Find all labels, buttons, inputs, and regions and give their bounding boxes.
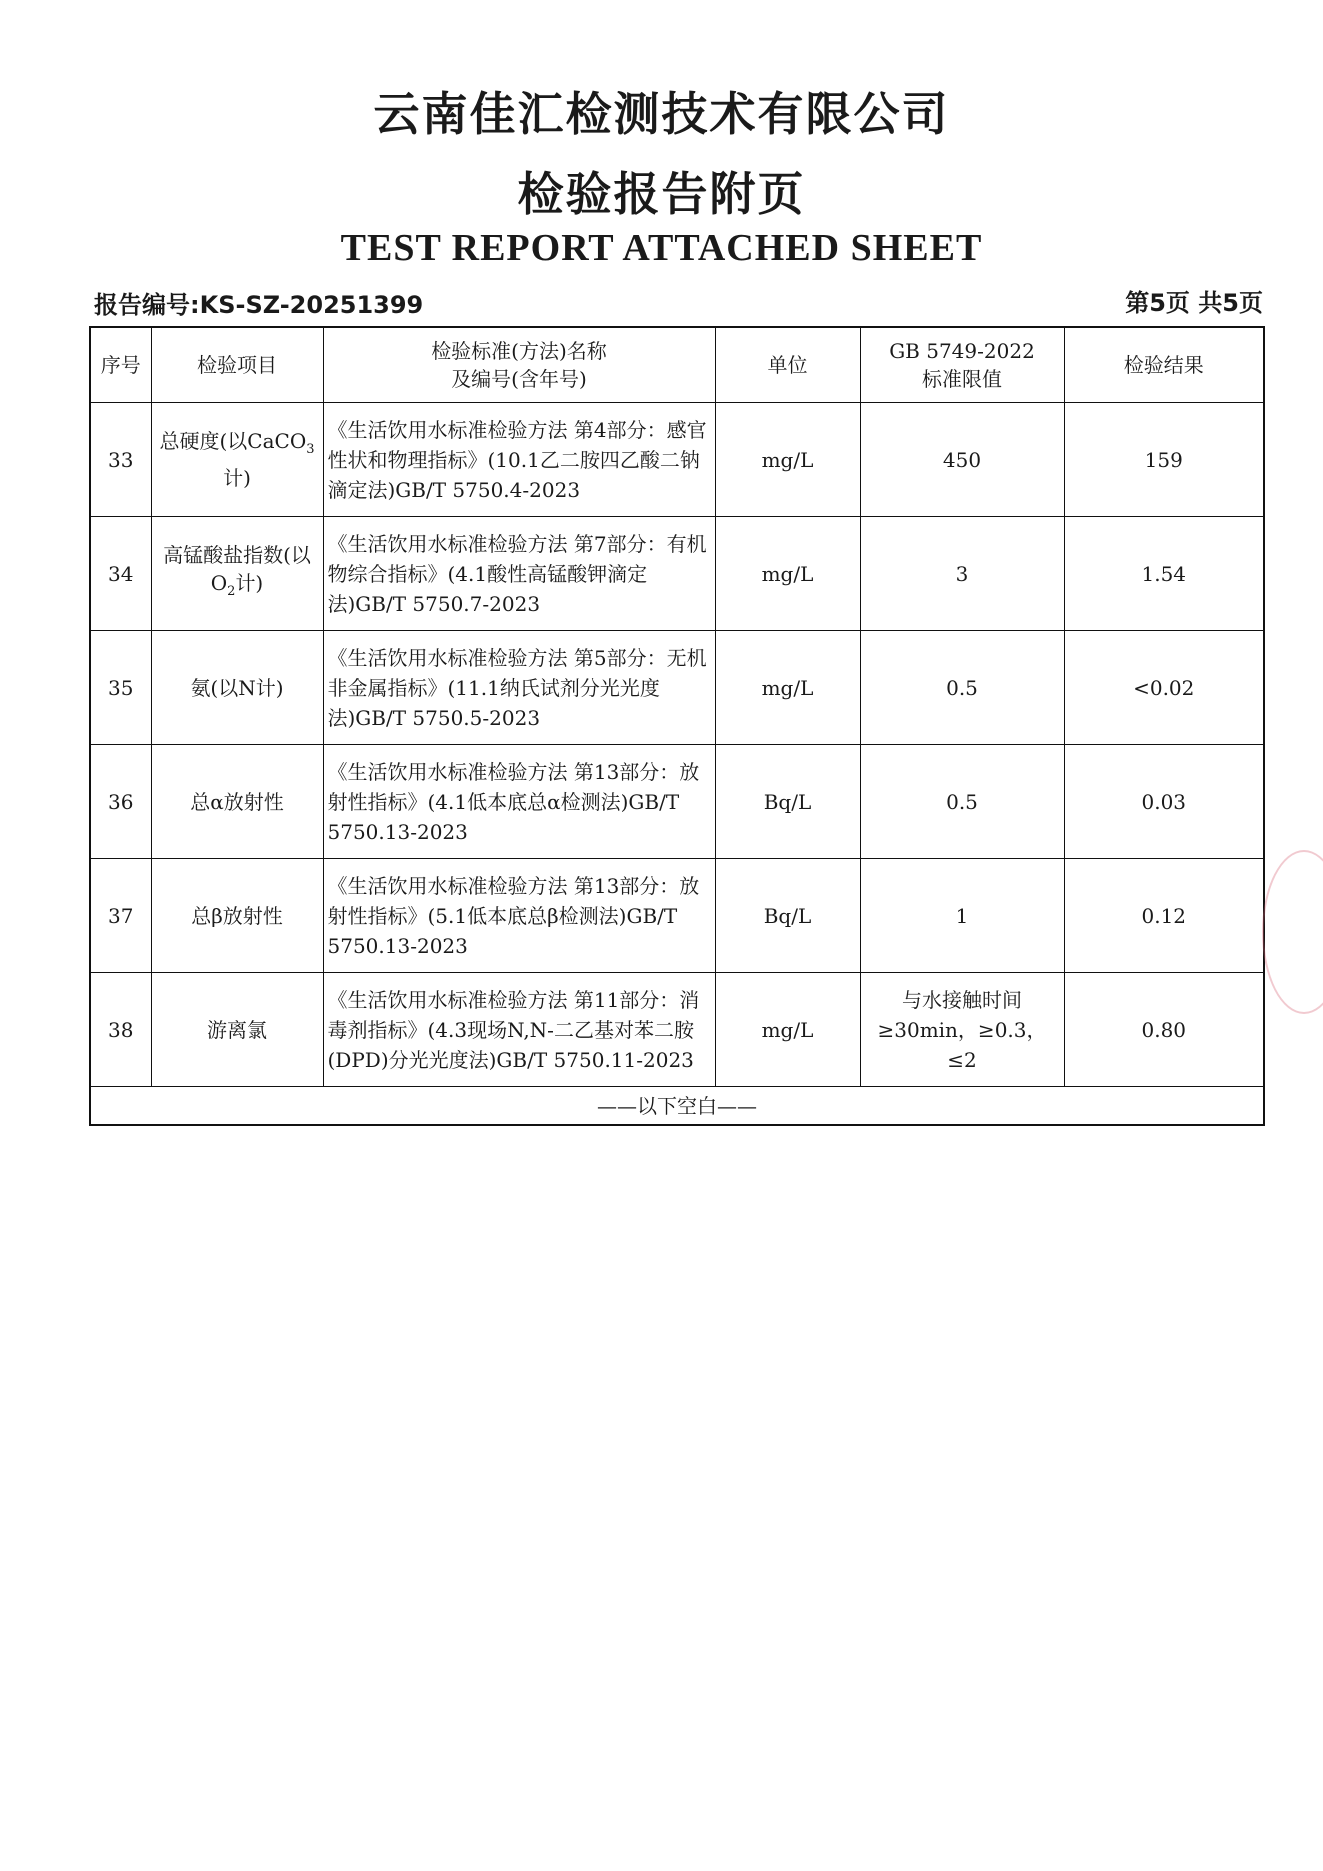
- row-item: 氨(以N计): [151, 631, 323, 745]
- row-unit: Bq/L: [715, 859, 860, 973]
- row-limit: 450: [860, 403, 1064, 517]
- company-name: 云南佳汇检测技术有限公司: [373, 87, 950, 141]
- row-standard: 《生活饮用水标准检验方法 第13部分：放射性指标》(5.1低本底总β检测法)GB/T 5750.13-2023: [323, 859, 715, 973]
- row-standard: 《生活饮用水标准检验方法 第7部分：有机物综合指标》(4.1酸性高锰酸钾滴定法)GB/T 5750.7-2023: [323, 517, 715, 631]
- row-seq: 36: [90, 745, 151, 859]
- table-row: [90, 517, 1264, 631]
- row-seq: 38: [90, 973, 151, 1087]
- table-row: [90, 631, 1264, 745]
- row-unit: mg/L: [715, 517, 860, 631]
- row-item: 游离氯: [151, 973, 323, 1087]
- header-limit-line2: 标准限值: [922, 367, 1002, 391]
- row-result: 0.80: [1064, 973, 1264, 1087]
- row-seq: 33: [90, 403, 151, 517]
- report-title-cn: 检验报告附页: [517, 167, 806, 221]
- header-standard-line2: 及编号(含年号): [451, 367, 587, 391]
- header-limit: [860, 327, 1064, 403]
- table-row: [90, 745, 1264, 859]
- row-seq: 34: [90, 517, 151, 631]
- results-table: [89, 326, 1265, 1126]
- header-seq: 序号: [90, 327, 151, 403]
- row-item: 总β放射性: [151, 859, 323, 973]
- row-standard: 《生活饮用水标准检验方法 第4部分：感官性状和物理指标》(10.1乙二胺四乙酸二钠滴定法)GB/T 5750.4-2023: [323, 403, 715, 517]
- row-item: 高锰酸盐指数(以$O_2$计): [151, 517, 323, 631]
- page-info: 第5页 共5页: [1125, 289, 1263, 317]
- header-limit-line1: GB 5749-2022: [889, 339, 1035, 363]
- row-unit: mg/L: [715, 631, 860, 745]
- row-unit: mg/L: [715, 973, 860, 1087]
- row-standard: 《生活饮用水标准检验方法 第11部分：消毒剂指标》(4.3现场N,N-二乙基对苯二胺(DPD)分光光度法)GB/T 5750.11-2023: [323, 973, 715, 1087]
- row-seq: 35: [90, 631, 151, 745]
- row-result: 0.03: [1064, 745, 1264, 859]
- row-item: 总α放射性: [151, 745, 323, 859]
- row-limit: 0.5: [860, 745, 1064, 859]
- row-unit: Bq/L: [715, 745, 860, 859]
- report-title-en: TEST REPORT ATTACHED SHEET: [340, 227, 983, 269]
- row-result: 1.54: [1064, 517, 1264, 631]
- row-limit: 与水接触时间≥30min，≥0.3，≤2: [860, 973, 1064, 1087]
- row-standard: 《生活饮用水标准检验方法 第5部分：无机非金属指标》(11.1纳氏试剂分光光度法)GB/T 5750.5-2023: [323, 631, 715, 745]
- stamp-edge: [1262, 850, 1323, 1014]
- report-number: 报告编号:KS-SZ-20251399: [94, 291, 424, 319]
- row-item: 总硬度(以CaCO$_3$计): [151, 403, 323, 517]
- row-limit: 0.5: [860, 631, 1064, 745]
- header-standard-line1: 检验标准(方法)名称: [431, 339, 607, 363]
- header-item: 检验项目: [151, 327, 323, 403]
- table-row: [90, 973, 1264, 1087]
- row-result: 0.12: [1064, 859, 1264, 973]
- row-seq: 37: [90, 859, 151, 973]
- row-standard: 《生活饮用水标准检验方法 第13部分：放射性指标》(4.1低本底总α检测法)GB/T 5750.13-2023: [323, 745, 715, 859]
- blank-below-note: ——以下空白——: [90, 1087, 1264, 1126]
- table-row: [90, 403, 1264, 517]
- header-standard: [323, 327, 715, 403]
- header-unit: 单位: [715, 327, 860, 403]
- row-result: 159: [1064, 403, 1264, 517]
- table-row: [90, 859, 1264, 973]
- table-footer-row: [90, 1087, 1264, 1126]
- row-unit: mg/L: [715, 403, 860, 517]
- row-result: <0.02: [1064, 631, 1264, 745]
- header-result: 检验结果: [1064, 327, 1264, 403]
- row-limit: 1: [860, 859, 1064, 973]
- table-header-row: [90, 327, 1264, 403]
- row-limit: 3: [860, 517, 1064, 631]
